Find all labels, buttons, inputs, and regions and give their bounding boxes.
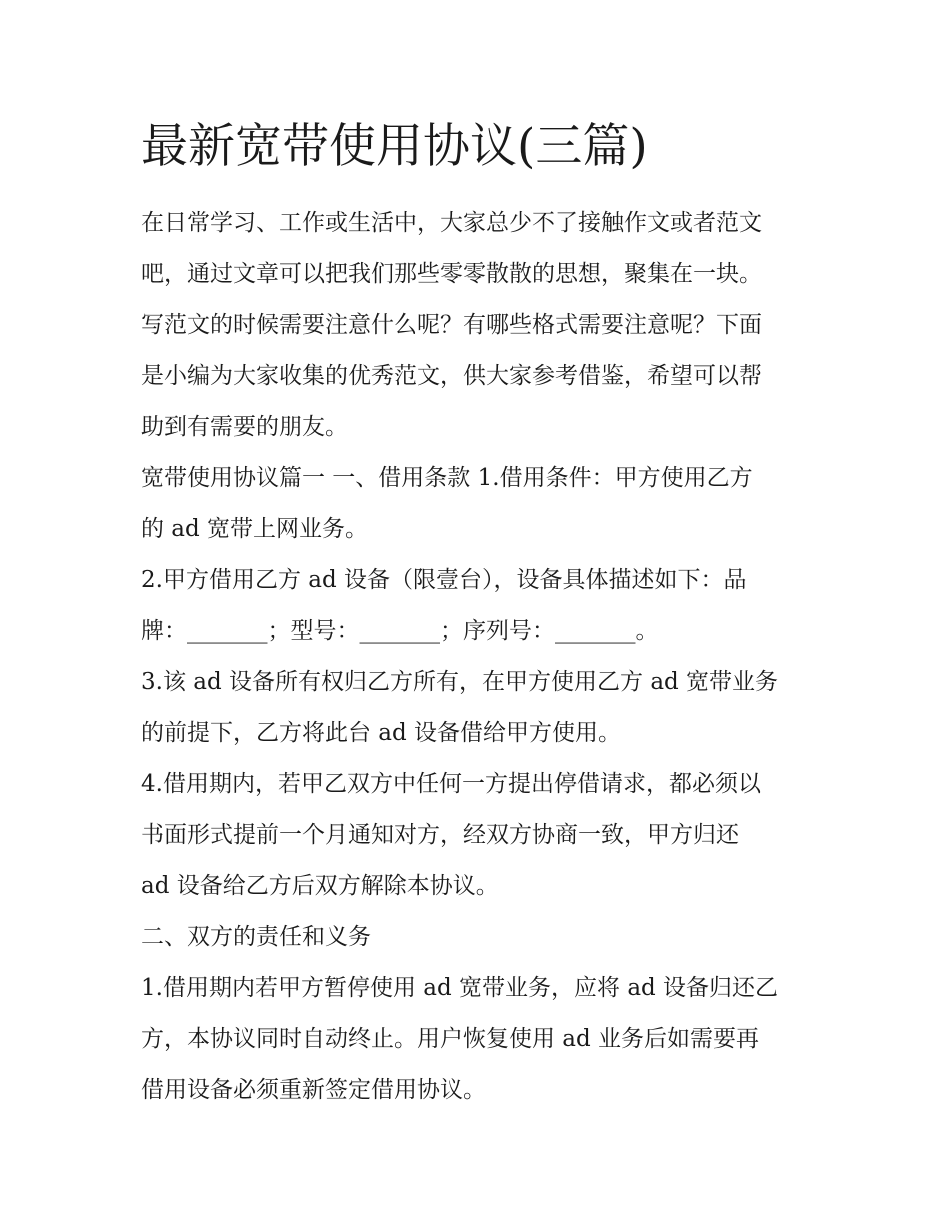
text-line: 在日常学习、工作或生活中，大家总少不了接触作文或者范文 [141, 210, 762, 236]
clause-paragraph [141, 453, 821, 555]
text-line: 借用设备必须重新签定借用协议。 [141, 1077, 486, 1103]
clause-paragraph [141, 963, 821, 1116]
text-line: 牌：_______；型号：_______；序列号：_______。 [141, 618, 659, 644]
intro-paragraph [141, 198, 821, 453]
text-line: 4.借用期内，若甲乙双方中任何一方提出停借请求，都必须以 [141, 771, 761, 797]
clause-paragraph [141, 657, 821, 759]
text-line: 方，本协议同时自动终止。用户恢复使用 ad 业务后如需要再 [141, 1026, 760, 1052]
clause-paragraph [141, 759, 821, 912]
clause-paragraph [141, 555, 821, 657]
text-line: 2.甲方借用乙方 ad 设备（限壹台），设备具体描述如下：品 [141, 567, 747, 593]
text-line: 1.借用期内若甲方暂停使用 ad 宽带业务，应将 ad 设备归还乙 [141, 975, 779, 1001]
text-line: 吧，通过文章可以把我们那些零零散散的思想，聚集在一块。 [141, 261, 762, 287]
text-line: 二、双方的责任和义务 [141, 924, 371, 950]
text-line: ad 设备给乙方后双方解除本协议。 [141, 873, 499, 899]
text-line: 的 ad 宽带上网业务。 [141, 516, 369, 542]
text-line: 的前提下，乙方将此台 ad 设备借给甲方使用。 [141, 720, 622, 746]
section-heading [141, 912, 821, 963]
document-content [141, 112, 821, 1116]
document-title: 最新宽带使用协议(三篇) [141, 119, 648, 174]
text-line: 书面形式提前一个月通知对方，经双方协商一致，甲方归还 [141, 822, 739, 848]
text-line: 是小编为大家收集的优秀范文，供大家参考借鉴，希望可以帮 [141, 363, 762, 389]
text-line: 宽带使用协议篇一 一、借用条款 1.借用条件：甲方使用乙方 [141, 465, 753, 491]
text-line: 3.该 ad 设备所有权归乙方所有，在甲方使用乙方 ad 宽带业务 [141, 669, 779, 695]
text-line: 助到有需要的朋友。 [141, 414, 348, 440]
text-line: 写范文的时候需要注意什么呢？有哪些格式需要注意呢？下面 [141, 312, 762, 338]
